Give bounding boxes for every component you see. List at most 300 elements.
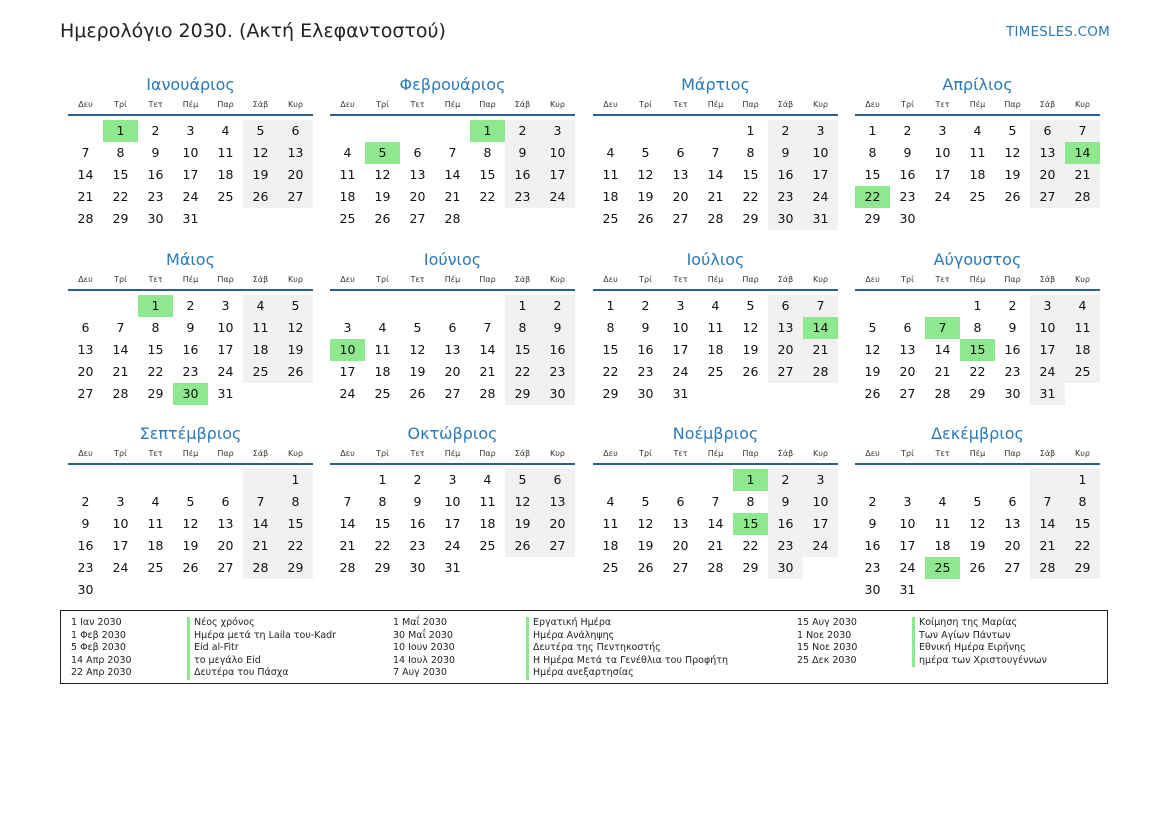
day-cell: 12 [742,320,759,335]
day-cell: 4 [938,494,947,509]
day-cell: 12 [409,342,426,357]
weekday-header [593,273,838,291]
day-cell: 4 [151,494,160,509]
legend-holiday-name: Η Ημέρα Μετά τα Γενέθλια του Προφήτη [526,655,728,668]
day-cell: 28 [112,386,129,401]
day-cell: 30 [899,211,916,226]
day-cell: 3 [938,123,947,138]
day-cell: 25 [243,361,278,383]
day-cell: 28 [77,211,94,226]
day-cell: 9 [186,320,195,335]
legend-date-column [797,617,857,667]
day-grid [593,465,838,579]
weekday-label: Τετ [148,275,163,284]
day-cell: 19 [409,364,426,379]
day-cell: 29 [505,383,540,405]
empty-cell [803,557,838,579]
day-cell: 19 [969,538,986,553]
holiday-legend [60,610,1108,684]
legend-date: 10 Ιουν 2030 [393,642,455,653]
empty-cell [593,120,628,142]
day-cell: 11 [934,516,951,531]
day-cell: 18 [934,538,951,553]
day-cell: 10 [112,516,129,531]
weekday-label: Κυρ [550,449,565,458]
legend-holiday-name: το μεγάλο Eid [187,655,336,668]
day-cell: 14 [479,342,496,357]
day-cell: 22 [374,538,391,553]
day-cell: 10 [444,494,461,509]
legend-date: 5 Φεβ 2030 [71,642,126,653]
day-cell: 10 [934,145,951,160]
day-cell: 9 [768,142,803,164]
day-cell: 7 [711,145,720,160]
day-cell: 13 [444,342,461,357]
day-cell: 15 [960,339,995,361]
day-cell: 27 [1030,186,1065,208]
empty-cell [243,383,278,405]
day-cell: 15 [278,513,313,535]
weekday-label: Πέμ [707,100,724,109]
day-cell: 9 [768,491,803,513]
day-cell: 8 [151,320,160,335]
day-cell: 28 [707,211,724,226]
weekday-label: Πέμ [707,449,724,458]
day-cell: 27 [672,211,689,226]
weekday-label: Πέμ [182,275,199,284]
empty-cell [663,120,698,142]
day-cell: 4 [606,145,615,160]
day-cell: 29 [864,211,881,226]
day-cell: 1 [470,120,505,142]
empty-cell [103,295,138,317]
day-cell: 2 [505,120,540,142]
empty-cell [890,469,925,491]
day-cell: 26 [742,364,759,379]
weekday-label: Τρί [901,275,914,284]
month-block [330,72,575,230]
weekday-label: Σάβ [252,449,269,458]
day-cell: 15 [602,342,619,357]
day-cell: 17 [540,164,575,186]
day-cell: 14 [77,167,94,182]
legend-name-column [912,617,1047,667]
day-cell: 21 [243,535,278,557]
day-cell: 2 [81,494,90,509]
day-cell: 7 [448,145,457,160]
day-cell: 31 [444,560,461,575]
brand-link[interactable]: TIMESLES.COM [1006,24,1110,40]
day-cell: 20 [444,364,461,379]
day-cell: 11 [374,342,391,357]
day-cell: 7 [243,491,278,513]
day-cell: 27 [278,186,313,208]
weekday-label: Πέμ [707,275,724,284]
empty-cell [1030,208,1065,230]
day-cell: 19 [182,538,199,553]
day-cell: 10 [672,320,689,335]
empty-cell [995,579,1030,601]
empty-cell [663,469,698,491]
weekday-label: Πέμ [969,275,986,284]
day-cell: 2 [1008,298,1017,313]
weekday-label: Τρί [114,100,127,109]
day-cell: 5 [278,295,313,317]
day-cell: 13 [672,516,689,531]
day-cell: 25 [217,189,234,204]
empty-cell [505,557,540,579]
day-cell: 11 [479,494,496,509]
day-cell: 15 [479,167,496,182]
day-cell: 27 [540,535,575,557]
day-cell: 13 [768,317,803,339]
day-cell: 1 [278,469,313,491]
month-block [855,247,1100,405]
weekday-label: Σάβ [1039,449,1056,458]
weekday-label: Δευ [78,449,93,458]
day-cell: 17 [112,538,129,553]
legend-date: 1 Μαΐ 2030 [393,617,447,628]
month-block [855,72,1100,230]
day-cell: 6 [903,320,912,335]
day-cell: 27 [409,211,426,226]
day-cell: 7 [483,320,492,335]
weekday-label: Παρ [479,100,496,109]
day-cell: 2 [151,123,160,138]
weekday-label: Τετ [935,449,950,458]
day-cell: 19 [637,189,654,204]
weekday-label: Πέμ [444,275,461,284]
day-cell: 31 [899,582,916,597]
day-cell: 13 [899,342,916,357]
empty-cell [365,295,400,317]
day-cell: 5 [186,494,195,509]
day-cell: 24 [672,364,689,379]
month-block [68,72,313,230]
legend-holiday-name: Εθνική Ημέρα Ειρήνης [912,642,1047,655]
weekday-header [593,447,838,465]
weekday-label: Δευ [340,275,355,284]
day-cell: 28 [243,557,278,579]
empty-cell [278,383,313,405]
day-cell: 30 [77,582,94,597]
day-cell: 31 [803,208,838,230]
empty-cell [243,579,278,601]
day-cell: 18 [147,538,164,553]
day-cell: 11 [147,516,164,531]
day-cell: 9 [868,516,877,531]
day-cell: 24 [217,364,234,379]
day-cell: 12 [374,167,391,182]
day-cell: 25 [602,560,619,575]
day-cell: 15 [112,167,129,182]
empty-cell [68,295,103,317]
day-cell: 14 [1030,513,1065,535]
day-cell: 16 [864,538,881,553]
weekday-label: Κυρ [813,275,828,284]
day-cell: 22 [505,361,540,383]
day-cell: 27 [672,560,689,575]
day-cell: 15 [864,167,881,182]
day-cell: 4 [483,472,492,487]
weekday-label: Τρί [639,449,652,458]
day-cell: 4 [221,123,230,138]
day-cell: 27 [77,386,94,401]
day-cell: 1 [1065,469,1100,491]
empty-cell [995,208,1030,230]
day-cell: 8 [746,494,755,509]
day-grid [330,291,575,405]
legend-date: 14 Απρ 2030 [71,654,132,666]
day-cell: 17 [217,342,234,357]
legend-holiday-name: Δευτέρα του Πάσχα [187,667,336,680]
day-cell: 13 [1030,142,1065,164]
day-cell: 3 [540,120,575,142]
weekday-label: Σάβ [777,449,794,458]
day-cell: 16 [505,164,540,186]
day-cell: 23 [409,538,426,553]
weekday-label: Σάβ [777,100,794,109]
day-cell: 3 [676,298,685,313]
day-cell: 16 [768,164,803,186]
day-cell: 22 [1065,535,1100,557]
day-cell: 15 [742,167,759,182]
day-cell: 21 [77,189,94,204]
day-cell: 3 [186,123,195,138]
day-cell: 23 [505,186,540,208]
day-cell: 13 [77,342,94,357]
day-cell: 8 [378,494,387,509]
day-cell: 4 [343,145,352,160]
day-cell: 9 [1008,320,1017,335]
month-block [593,72,838,230]
day-cell: 10 [217,320,234,335]
day-cell: 24 [899,560,916,575]
day-cell: 17 [672,342,689,357]
empty-cell [960,208,995,230]
empty-cell [925,579,960,601]
weekday-label: Σάβ [1039,275,1056,284]
legend-date: 22 Απρ 2030 [71,667,132,678]
day-cell: 10 [1030,317,1065,339]
month-name: Μάρτιος [681,75,750,94]
day-cell: 29 [969,386,986,401]
weekday-label: Πέμ [444,100,461,109]
day-cell: 26 [409,386,426,401]
day-cell: 23 [77,560,94,575]
weekday-label: Τετ [935,275,950,284]
day-cell: 7 [925,317,960,339]
empty-cell [138,579,173,601]
weekday-label: Κυρ [1075,449,1090,458]
day-grid [68,291,313,405]
empty-cell [698,469,733,491]
day-cell: 20 [77,364,94,379]
day-cell: 28 [934,386,951,401]
day-cell: 2 [540,295,575,317]
day-cell: 16 [1004,342,1021,357]
day-cell: 18 [479,516,496,531]
empty-cell [68,469,103,491]
day-cell: 23 [147,189,164,204]
day-cell: 17 [339,364,356,379]
empty-cell [593,469,628,491]
day-cell: 6 [676,494,685,509]
weekday-label: Παρ [479,275,496,284]
day-cell: 9 [151,145,160,160]
day-cell: 24 [112,560,129,575]
day-grid [855,291,1100,405]
day-cell: 20 [899,364,916,379]
empty-cell [925,208,960,230]
day-cell: 25 [1065,361,1100,383]
day-cell: 29 [278,557,313,579]
weekday-label: Τρί [376,100,389,109]
day-cell: 21 [803,339,838,361]
empty-cell [733,383,768,405]
day-cell: 9 [540,317,575,339]
day-cell: 14 [803,317,838,339]
day-cell: 11 [602,516,619,531]
day-cell: 2 [903,123,912,138]
day-cell: 21 [112,364,129,379]
legend-name-column [187,617,336,680]
weekday-label: Τρί [901,449,914,458]
day-cell: 15 [1065,513,1100,535]
day-cell: 28 [707,560,724,575]
empty-cell [1030,469,1065,491]
day-cell: 14 [1065,142,1100,164]
day-cell: 18 [602,189,619,204]
day-cell: 10 [330,339,365,361]
day-cell: 20 [409,189,426,204]
day-cell: 17 [444,516,461,531]
empty-cell [1030,579,1065,601]
day-cell: 22 [855,186,890,208]
day-cell: 10 [540,142,575,164]
day-cell: 8 [483,145,492,160]
day-cell: 23 [864,560,881,575]
day-cell: 14 [707,516,724,531]
month-name: Σεπτέμβριος [139,424,242,443]
weekday-label: Κυρ [813,100,828,109]
day-cell: 14 [934,342,951,357]
day-cell: 12 [637,167,654,182]
weekday-label: Τρί [376,275,389,284]
page-title: Ημερολόγιο 2030. (Ακτή Ελεφαντοστού) [60,20,446,42]
legend-date: 15 Νοε 2030 [797,642,858,653]
day-cell: 1 [868,123,877,138]
weekday-header [330,273,575,291]
day-cell: 22 [742,538,759,553]
weekday-label: Κυρ [288,275,303,284]
day-cell: 16 [182,342,199,357]
day-cell: 2 [641,298,650,313]
day-cell: 10 [803,142,838,164]
day-cell: 10 [803,491,838,513]
day-cell: 31 [672,386,689,401]
day-cell: 6 [278,120,313,142]
day-cell: 7 [343,494,352,509]
empty-cell [995,469,1030,491]
day-cell: 3 [903,494,912,509]
empty-cell [1065,383,1100,405]
day-cell: 19 [742,342,759,357]
legend-holiday-name: Ημέρα ανεξαρτησίας [526,667,728,680]
day-cell: 30 [1004,386,1021,401]
empty-cell [470,208,505,230]
empty-cell [435,295,470,317]
empty-cell [698,120,733,142]
day-cell: 8 [606,320,615,335]
empty-cell [173,579,208,601]
empty-cell [698,383,733,405]
day-grid [68,116,313,230]
empty-cell [278,579,313,601]
day-cell: 5 [243,120,278,142]
weekday-label: Τρί [639,275,652,284]
day-cell: 12 [278,317,313,339]
day-cell: 23 [1004,364,1021,379]
day-cell: 23 [637,364,654,379]
day-cell: 17 [803,513,838,535]
day-cell: 31 [1030,383,1065,405]
empty-cell [628,469,663,491]
day-cell: 6 [1030,120,1065,142]
month-block [855,421,1100,601]
day-cell: 8 [116,145,125,160]
day-grid [593,116,838,230]
day-cell: 19 [374,189,391,204]
weekday-label: Δευ [78,275,93,284]
month-name: Δεκέμβριος [931,424,1024,443]
day-cell: 28 [1030,557,1065,579]
empty-cell [208,208,243,230]
legend-holiday-name: ημέρα των Χριστουγέννων [912,655,1047,668]
day-cell: 8 [505,317,540,339]
day-grid [330,116,575,230]
day-cell: 30 [409,560,426,575]
day-cell: 28 [339,560,356,575]
weekday-label: Κυρ [550,100,565,109]
day-grid [855,465,1100,601]
day-cell: 30 [173,383,208,405]
empty-cell [68,120,103,142]
empty-cell [890,295,925,317]
day-cell: 10 [182,145,199,160]
day-cell: 11 [217,145,234,160]
day-cell: 21 [339,538,356,553]
empty-cell [435,120,470,142]
month-name: Οκτώβριος [407,424,498,443]
day-cell: 18 [969,167,986,182]
weekday-label: Παρ [217,100,234,109]
day-cell: 4 [1065,295,1100,317]
weekday-label: Κυρ [288,100,303,109]
day-cell: 7 [711,494,720,509]
day-cell: 27 [444,386,461,401]
legend-holiday-name: Των Αγίων Πάντων [912,630,1047,643]
day-cell: 11 [339,167,356,182]
day-cell: 27 [217,560,234,575]
legend-holiday-name: Δευτέρα της Πεντηκοστής [526,642,728,655]
month-name: Ιούλιος [686,250,745,269]
empty-cell [925,295,960,317]
day-cell: 16 [540,339,575,361]
weekday-label: Πέμ [969,449,986,458]
day-cell: 20 [768,339,803,361]
month-name: Απρίλιος [942,75,1013,94]
